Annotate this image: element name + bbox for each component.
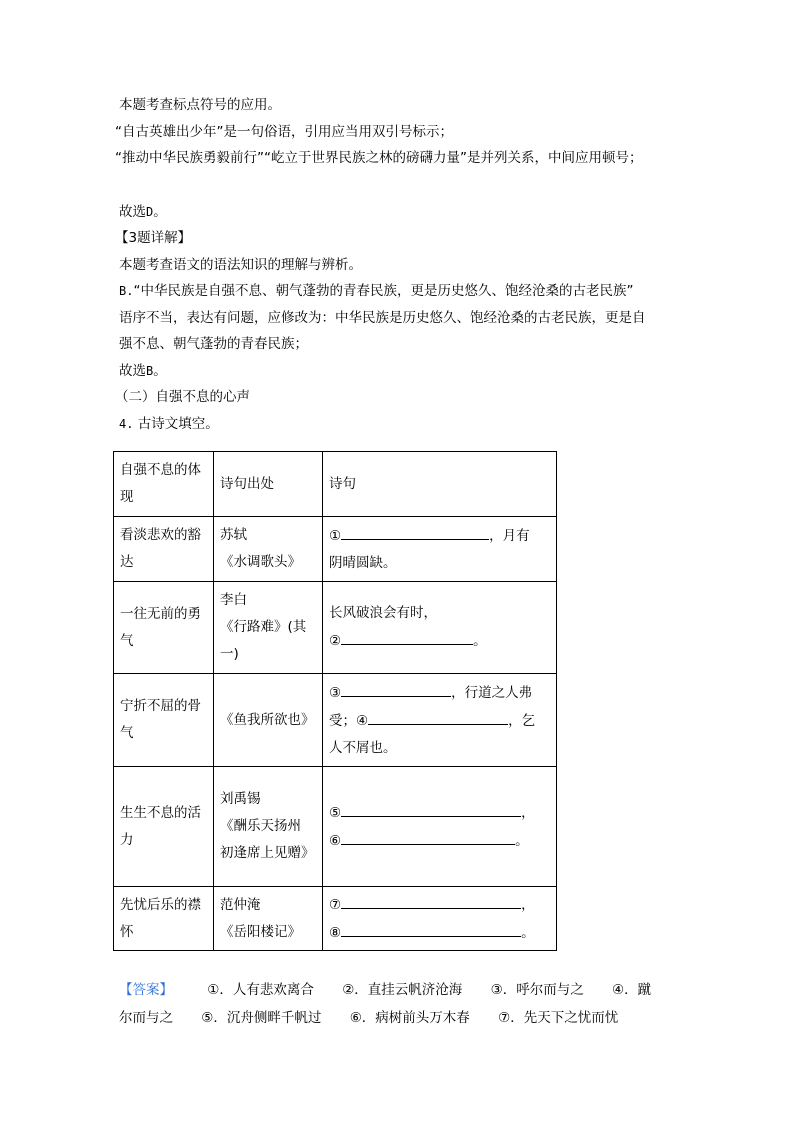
text-span: 《行路难》(其 — [220, 619, 307, 635]
text-span: ⑦ — [329, 896, 342, 913]
text-span: 人不屑也。 — [329, 739, 397, 756]
answer-item: ⑥．病树前头万木春 — [349, 1010, 470, 1026]
text-span: 《水调歌头》 — [220, 554, 301, 570]
q3-line: 本题考查语文的语法知识的理解与辨析。 — [119, 256, 362, 273]
text-span: 古诗文填空。 — [137, 415, 219, 432]
header-cell: 诗句出处 — [214, 452, 323, 517]
q3-line: 语序不当，表达有问题，应修改为：中华民族是历史悠久、饱经沧桑的古老民族，更是自 — [119, 309, 646, 326]
answer-item: 尔而与之 — [119, 1010, 173, 1026]
text-span: “中华民族是自强不息、朝气蓬勃的青春民族，更是历史悠久、饱经沧桑的古老民族” — [133, 283, 634, 299]
theme-cell: 先忧后乐的襟怀 — [114, 887, 214, 951]
text-span: 4. — [119, 416, 134, 431]
poetry-fill-table — [113, 451, 557, 951]
verse-cell — [323, 674, 557, 767]
text-span: ， — [521, 804, 535, 821]
text-span: ，乞 — [508, 712, 536, 729]
question-4 — [119, 411, 689, 438]
table-row — [114, 767, 557, 887]
verse-cell — [323, 582, 557, 674]
answer-item: ④．蹴 — [612, 982, 652, 998]
verse-cell — [323, 517, 557, 582]
text-span: ③ — [329, 684, 342, 701]
text-span: D — [146, 204, 154, 219]
text-span: 。 — [153, 203, 167, 220]
verse-cell — [323, 887, 557, 951]
header-cell: 自强不息的体现 — [114, 452, 214, 517]
answer-item: ①．人有悲欢离合 — [207, 982, 314, 998]
answer-block — [119, 976, 689, 1032]
blank-8[interactable] — [341, 919, 521, 937]
text-span: 长风破浪会有时， — [329, 605, 437, 621]
text-span: 《酬乐天扬州 — [220, 818, 301, 834]
text-span: ⑤ — [329, 804, 342, 821]
text-span: ，月有 — [489, 527, 530, 544]
text-span: ，行道之人弗 — [451, 684, 533, 701]
source-cell — [214, 582, 323, 674]
text-span: 刘禹锡 — [220, 791, 261, 807]
text-span: 初逢席上见赠》 — [220, 845, 315, 861]
text-span: 故选 — [119, 362, 146, 379]
table-row — [114, 582, 557, 674]
verse-cell — [323, 767, 557, 887]
answer-item: ②．直挂云帆济沧海 — [342, 982, 463, 998]
text-span: 。 — [153, 362, 167, 379]
blank-4[interactable] — [368, 707, 508, 725]
table-header-row — [114, 452, 557, 517]
answer-label: 【答案】 — [119, 982, 173, 998]
text-span: 。 — [521, 924, 535, 941]
text-span: ④ — [356, 712, 369, 729]
text-span: 范仲淹 — [220, 896, 261, 913]
text-span: ① — [329, 527, 342, 544]
text-span: 故选 — [119, 203, 146, 220]
blank-2[interactable] — [341, 627, 473, 645]
text-span: 李白 — [220, 592, 247, 608]
theme-cell: 一往无前的勇气 — [114, 582, 214, 674]
text-span: ， — [521, 896, 535, 913]
theme-cell: 宁折不屈的骨气 — [114, 674, 214, 767]
analysis-line: 本题考查标点符号的应用。 — [119, 97, 281, 113]
analysis-line: “自古英雄出少年”是一句俗语，引用应当用双引号标示； — [115, 123, 453, 140]
text-span: 一) — [220, 646, 239, 662]
text-span: 。 — [473, 633, 487, 649]
q3-heading: 【3题详解】 — [115, 230, 192, 246]
text-span: ② — [329, 633, 342, 649]
q3-line — [119, 278, 689, 305]
answer-item: ⑤．沉舟侧畔千帆过 — [201, 1010, 322, 1026]
table-row — [114, 887, 557, 951]
text-span: B — [146, 363, 154, 378]
source-cell — [214, 887, 323, 951]
blank-7[interactable] — [341, 891, 521, 909]
conclusion-d — [119, 199, 689, 226]
answer-item: ⑦．先天下之忧而忧 — [498, 1010, 619, 1026]
table-row — [114, 674, 557, 767]
text-span: ⑧ — [329, 924, 342, 941]
answer-row — [119, 1004, 689, 1032]
source-cell — [214, 517, 323, 582]
table-row — [114, 517, 557, 582]
text-span: 苏轼 — [220, 527, 247, 543]
answer-item: ③．呼尔而与之 — [490, 982, 584, 998]
header-cell: 诗句 — [323, 452, 557, 517]
section-title: （二）自强不息的心声 — [115, 389, 250, 405]
blank-1[interactable] — [341, 522, 489, 540]
source-cell — [214, 767, 323, 887]
theme-cell: 看淡悲欢的豁达 — [114, 517, 214, 582]
text-span: 阴晴圆缺。 — [329, 554, 397, 571]
document-body — [115, 92, 689, 437]
analysis-line: “推动中华民族勇毅前行”“屹立于世界民族之林的磅礴力量”是并列关系，中间应用顿号； — [115, 150, 643, 166]
text-span: 《岳阳楼记》 — [220, 923, 301, 940]
blank-6[interactable] — [341, 827, 515, 845]
source-cell: 《鱼我所欲也》 — [214, 674, 323, 767]
q3-line: 强不息、朝气蓬勃的青春民族； — [119, 336, 308, 352]
blank-5[interactable] — [341, 799, 521, 817]
blank-3[interactable] — [341, 679, 451, 697]
text-span: B. — [119, 284, 134, 298]
theme-cell: 生生不息的活力 — [114, 767, 214, 887]
answer-row — [119, 976, 689, 1004]
text-span: 。 — [515, 832, 529, 849]
text-span: ⑥ — [329, 832, 342, 849]
text-span: 受； — [329, 712, 356, 729]
conclusion-b — [119, 358, 689, 385]
